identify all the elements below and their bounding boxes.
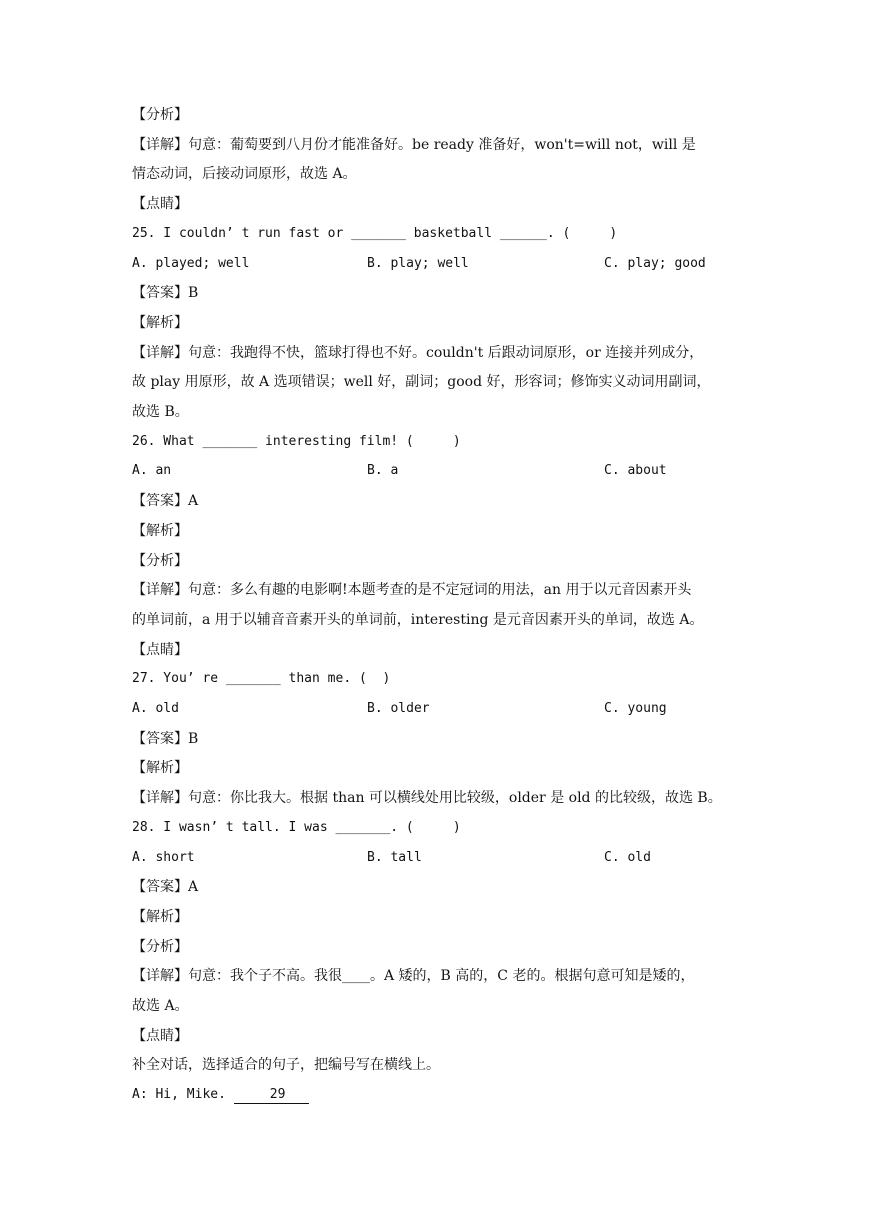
text-line: 【解析】: [132, 909, 188, 925]
option-a: A. played; well: [132, 256, 250, 271]
text-line: 【解析】: [132, 315, 188, 331]
option-b: B. older: [367, 701, 430, 716]
option-c: C. young: [604, 701, 667, 716]
options-row: [132, 462, 742, 480]
text-line: 故 play 用原形，故 A 选项错误；well 好，副词；good 好，形容词；修饰实义动词用副词，: [132, 374, 711, 390]
text-line: 【点睛】: [132, 196, 188, 212]
options-row: [132, 849, 742, 867]
option-c: C. play; good: [604, 256, 706, 271]
text-line: 【详解】句意：多么有趣的电影啊!本题考查的是不定冠词的用法，an 用于以元音因素开头: [132, 582, 692, 598]
option-c: C. about: [604, 463, 667, 478]
question-line: 28. I wasn’ t tall. I was _______. ( ): [132, 820, 461, 835]
dialog-prefix: A: Hi, Mike.: [132, 1087, 234, 1102]
options-row: [132, 700, 742, 718]
option-a: A. an: [132, 463, 172, 478]
text-line: 【答案】B: [132, 731, 199, 747]
text-line: 补全对话，选择适合的句子，把编号写在横线上。: [132, 1057, 440, 1073]
option-a: A. short: [132, 850, 195, 865]
option-b: B. a: [367, 463, 399, 478]
option-b: B. play; well: [367, 256, 469, 271]
text-line: 【点睛】: [132, 642, 188, 658]
option-c: C. old: [604, 850, 651, 865]
text-line: 情态动词，后接动词原形，故选 A。: [132, 166, 357, 182]
options-row: [132, 255, 742, 273]
text-line: 的单词前，a 用于以辅音音素开头的单词前，interesting 是元音因素开头的单词，故选 A。: [132, 612, 704, 628]
option-a: A. old: [132, 701, 179, 716]
text-line: 【详解】句意：我跑得不快，篮球打得也不好。couldn't 后跟动词原形，or 连接并列成分，: [132, 345, 704, 361]
text-line: 【答案】B: [132, 285, 199, 301]
text-line: 故选 B。: [132, 404, 189, 420]
dialog-line: [132, 1086, 742, 1104]
text-line: 【解析】: [132, 760, 188, 776]
text-line: 【分析】: [132, 939, 188, 955]
question-line: 27. You’ re _______ than me. ( ): [132, 671, 391, 686]
text-line: 【详解】句意：我个子不高。我很____。A 矮的，B 高的，C 老的。根据句意可知是矮的，: [132, 968, 695, 984]
text-line: 故选 A。: [132, 998, 189, 1014]
text-line: 【点睛】: [132, 1028, 188, 1044]
text-line: 【解析】: [132, 523, 188, 539]
text-line: 【分析】: [132, 107, 188, 123]
text-line: 【详解】句意：你比我大。根据 than 可以横线处用比较级，older 是 old 的比较级，故选 B。: [132, 790, 722, 806]
question-line: 26. What _______ interesting film! ( ): [132, 434, 461, 449]
question-line: 25. I couldn’ t run fast or _______ basketball ______. ( ): [132, 226, 618, 241]
text-line: 【答案】A: [132, 493, 199, 509]
answer-blank: 29: [234, 1087, 310, 1104]
text-line: 【答案】A: [132, 879, 199, 895]
option-b: B. tall: [367, 850, 422, 865]
text-line: 【详解】句意：葡萄要到八月份才能准备好。be ready 准备好，won't=will not，will 是: [132, 137, 696, 153]
text-line: 【分析】: [132, 553, 188, 569]
